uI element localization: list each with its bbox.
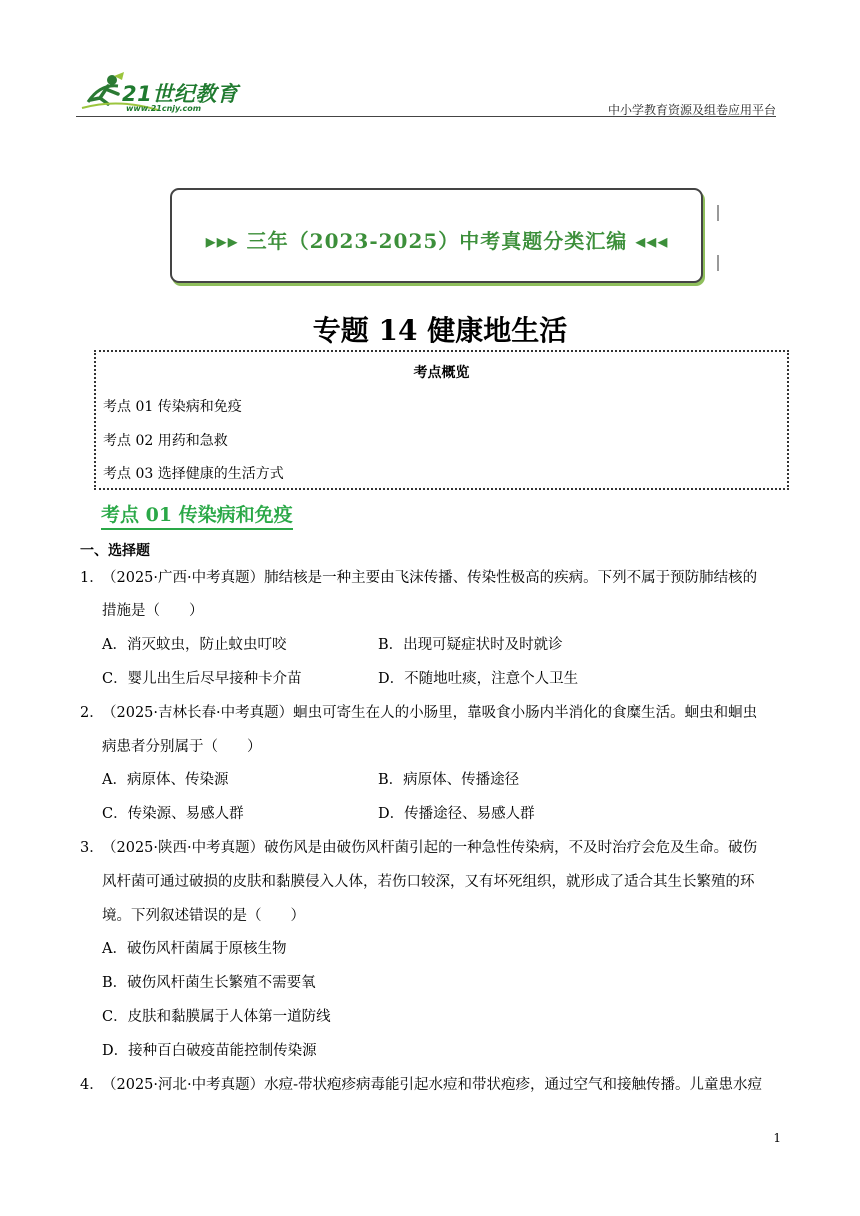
outline-item: 考点 01 传染病和免疫 [103,399,242,415]
answer-option: A．消灭蚊虫，防止蚊虫叮咬 [102,637,287,653]
outline-item: 考点 03 选择健康的生活方式 [103,466,284,482]
question-number: 3． [80,840,104,856]
question-text: 风杆菌可通过破损的皮肤和黏膜侵入人体，若伤口较深，又有坏死组织，就形成了适合其生长繁殖的环 [102,874,755,890]
banner-edge-mark [717,255,719,271]
question-text: （2025·吉林长春·中考真题）蛔虫可寄生在人的小肠里，靠吸食小肠内半消化的食糜生活。蛔虫和蛔虫 [102,705,758,721]
section-heading: 考点 01 传染病和免疫 [101,500,293,530]
logo-url: www.21cnjy.com [126,104,202,113]
header-divider [76,116,776,117]
banner-edge-mark [717,205,719,221]
answer-option: D．不随地吐痰，注意个人卫生 [378,671,579,687]
outline-box [94,350,789,490]
logo-text: 21世纪教育 [122,82,239,106]
question-text: （2025·广西·中考真题）肺结核是一种主要由飞沫传播、传染性极高的疾病。下列不属于预防肺结核的 [102,570,758,586]
answer-option: C．皮肤和黏膜属于人体第一道防线 [102,1009,331,1025]
answer-option: C．婴儿出生后尽早接种卡介苗 [102,671,302,687]
header-platform-name: 中小学教育资源及组卷应用平台 [607,103,776,117]
page-title: 专题 14 健康地生活 [312,314,568,347]
banner-title: ▸▸▸ 三年（2023-2025）中考真题分类汇编 ◂◂◂ [205,229,669,253]
question-type-heading: 一、选择题 [80,543,150,559]
answer-option: C．传染源、易感人群 [102,806,244,822]
question-text: （2025·河北·中考真题）水痘-带状疱疹病毒能引起水痘和带状疱疹，通过空气和接触传播。儿童患水痘 [102,1077,763,1093]
answer-option: A．破伤风杆菌属于原核生物 [102,941,287,957]
answer-option: B．病原体、传播途径 [378,772,520,788]
answer-option: D．传播途径、易感人群 [378,806,535,822]
question-number: 2． [80,705,104,721]
question-text: 境。下列叙述错误的是（ ） [102,908,305,924]
answer-option: A．病原体、传染源 [102,772,229,788]
answer-option: B．破伤风杆菌生长繁殖不需要氧 [102,975,316,991]
question-number: 1． [80,570,104,586]
outline-title: 考点概览 [413,365,470,381]
question-text: （2025·陕西·中考真题）破伤风是由破伤风杆菌引起的一种急性传染病，不及时治疗会危及生命。破伤 [102,840,758,856]
question-text: 措施是（ ） [102,603,204,619]
question-text: 病患者分别属于（ ） [102,739,262,755]
answer-option: B．出现可疑症状时及时就诊 [378,637,563,653]
question-number: 4． [80,1077,104,1093]
page-number: 1 [773,1131,781,1145]
outline-item: 考点 02 用药和急救 [103,433,228,449]
answer-option: D．接种百白破疫苗能控制传染源 [102,1043,317,1059]
